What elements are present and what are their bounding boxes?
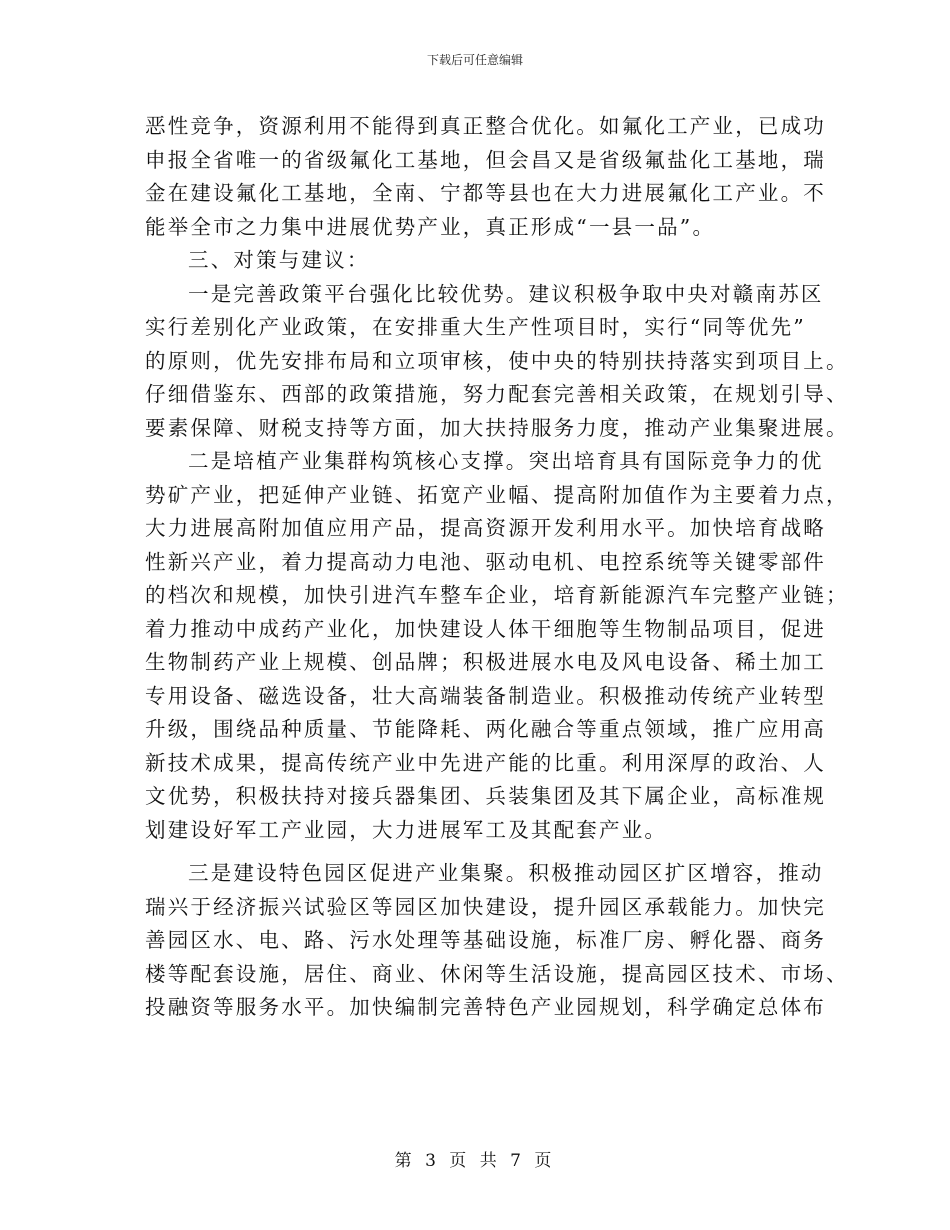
text-line: 新技术成果，提高传统产业中先进产能的比重。利用深厚的政治、人 <box>145 750 826 775</box>
text-line: 的档次和规模，加快引进汽车整车企业，培育新能源汽车完整产业链； <box>145 583 849 607</box>
text-line: 善园区水、电、路、污水处理等基础设施，标准厂房、孵化器、商务 <box>145 928 826 952</box>
paragraph-start: 三是建设特色园区促进产业集聚。积极推动园区扩区增容，推动 <box>188 861 824 885</box>
text-line: 生物制药产业上规模、创品牌；积极进展水电及风电设备、稀土加工 <box>145 650 826 674</box>
page-header: 下载后可任意编辑 <box>426 53 523 67</box>
text-line: 金在建设氟化工基地，全南、宁都等县也在大力进展氟化工产业。不 <box>145 181 826 205</box>
text-line: 瑞兴于经济振兴试验区等园区加快建设，提升园区承载能力。加快完 <box>145 894 826 919</box>
text-line: 恶性竞争，资源利用不能得到真正整合优化。如氟化工产业，已成功 <box>145 114 826 138</box>
paragraph-start: 一是完善政策平台强化比较优势。建议积极争取中央对赣南苏区 <box>188 281 824 306</box>
text-line: 专用设备、磁选设备，壮大高端装备制造业。积极推动传统产业转型 <box>145 683 826 708</box>
text-line: 势矿产业，把延伸产业链、拓宽产业幅、提高附加值作为主要着力点， <box>145 482 849 507</box>
text-line: 大力进展高附加值应用产品，提高资源开发利用水平。加快培育战略 <box>145 516 826 540</box>
text-line: 文优势，积极扶持对接兵器集团、兵装集团及其下属企业，高标准规 <box>145 784 826 808</box>
text-line: 投融资等服务水平。加快编制完善特色产业园规划，科学确定总体布 <box>145 995 826 1019</box>
section-heading: 三、对策与建议： <box>188 248 370 272</box>
text-line: 划建设好军工产业园，大力进展军工及其配套产业。 <box>145 817 668 842</box>
text-line: 升级，围绕品种质量、节能降耗、两化融合等重点领域，推广应用高 <box>145 717 826 741</box>
text-line: 能举全市之力集中进展优势产业，真正形成“一县一品”。 <box>145 214 716 239</box>
page-number: 第 3 页 共 7 页 <box>394 1151 556 1171</box>
text-line: 申报全省唯一的省级氟化工基地，但会昌又是省级氟盐化工基地，瑞 <box>145 147 826 172</box>
text-line: 仔细借鉴东、西部的政策措施，努力配套完善相关政策，在规划引导、 <box>145 382 849 406</box>
text-line: 实行差别化产业政策，在安排重大生产性项目时，实行“同等优先” <box>145 315 806 339</box>
text-line: 的原则，优先安排布局和立项审核，使中央的特别扶持落实到项目上。 <box>145 348 849 373</box>
paragraph-start: 二是培植产业集群构筑核心支撑。突出培育具有国际竞争力的优 <box>188 449 824 473</box>
text-line: 性新兴产业，着力提高动力电池、驱动电机、电控系统等关键零部件 <box>145 549 826 574</box>
text-line: 要素保障、财税支持等方面，加大扶持服务力度，推动产业集聚进展。 <box>145 415 849 440</box>
document-body <box>145 110 849 1025</box>
text-line: 楼等配套设施，居住、商业、休闲等生活设施，提高园区技术、市场、 <box>145 961 849 986</box>
text-line: 着力推动中成药产业化，加快建设人体干细胞等生物制品项目，促进 <box>145 616 826 641</box>
